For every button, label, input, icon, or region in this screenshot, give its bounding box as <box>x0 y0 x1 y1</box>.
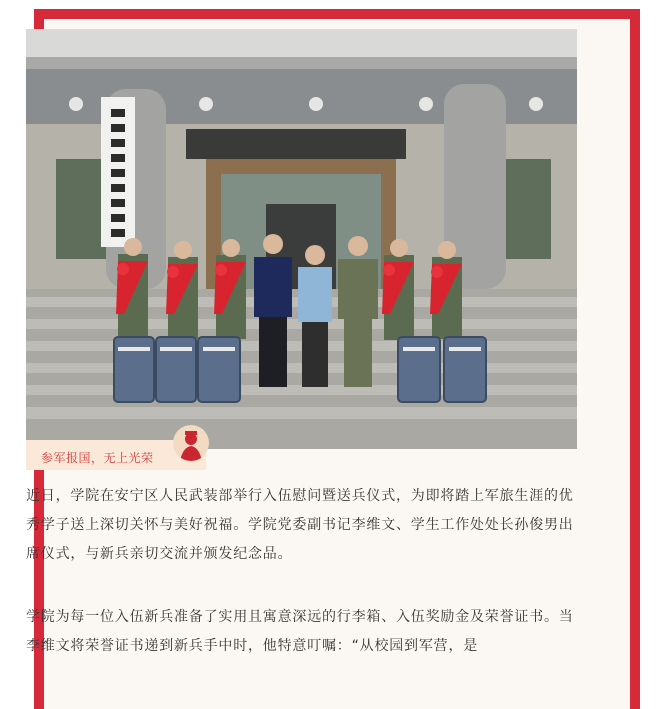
photo-caption: 参军报国，无上光荣 <box>41 451 154 465</box>
ceremony-photo <box>26 29 577 449</box>
soldier-silhouette-icon <box>173 425 209 461</box>
ceremony-photo-art <box>26 29 577 449</box>
article-paragraph-1: 近日，学院在安宁区人民武装部举行入伍慰问暨送兵仪式，为即将踏上军旅生涯的优秀学子送上深切关怀与美好祝福。学院党委副书记李维文、学生工作处处长孙俊男出席仪式，与新兵亲切交流并颁发纪念品。 <box>26 488 574 562</box>
article-paragraph-2: 学院为每一位入伍新兵准备了实用且寓意深远的行李箱、入伍奖励金及荣誉证书。当李维文将荣誉证书递到新兵手中时，他特意叮嘱：“从校园到军营，是 <box>26 609 574 654</box>
